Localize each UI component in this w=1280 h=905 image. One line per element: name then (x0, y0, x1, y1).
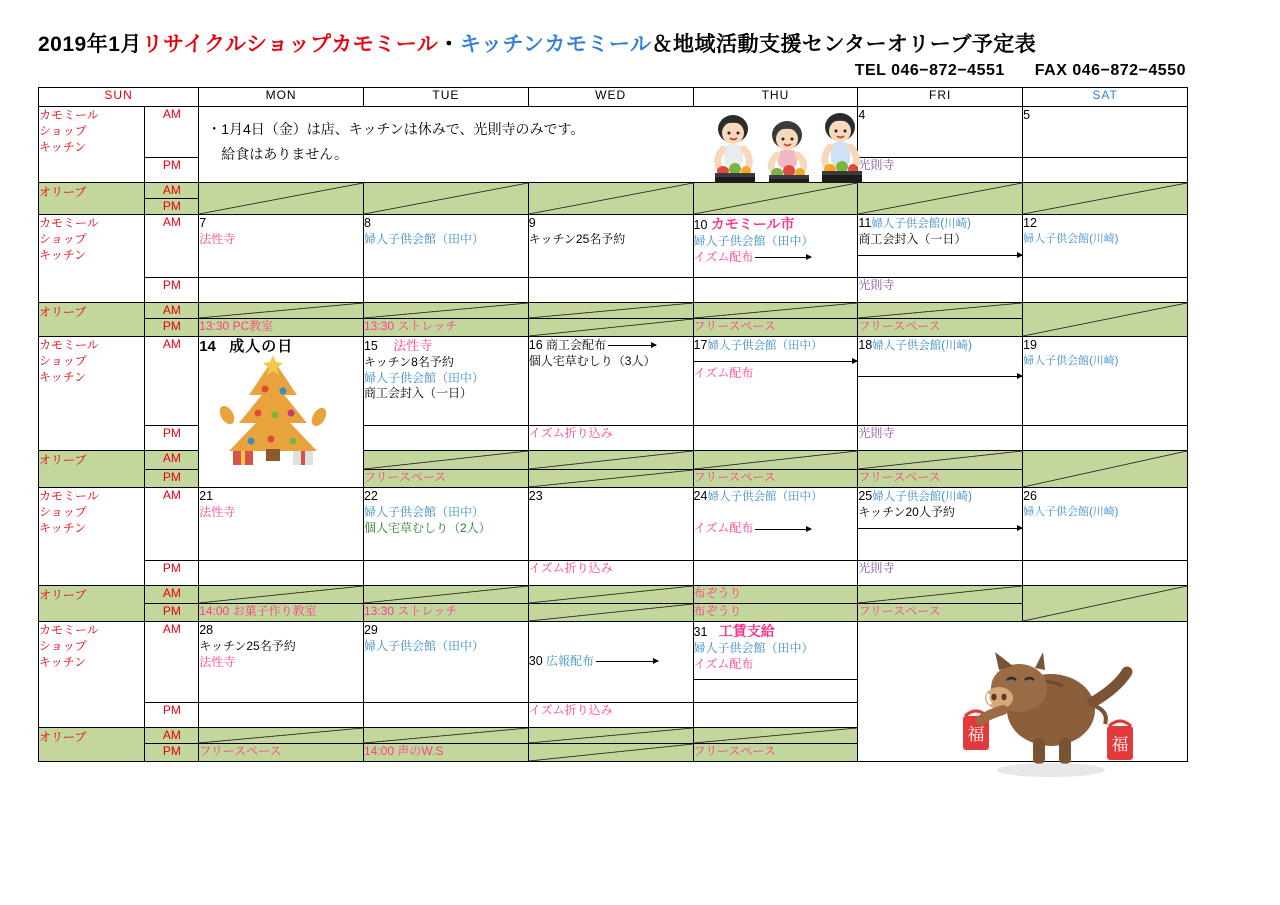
week2-olive-pm-tue (363, 319, 528, 337)
holiday-name: 成人の日 (229, 338, 294, 355)
week1-sat-pm (1023, 158, 1188, 183)
event: イズム配布 (693, 249, 754, 264)
week4-olive-am-row (39, 586, 1188, 604)
event: 婦人子供会館(川崎) (871, 218, 971, 230)
col-header-sat: SAT (1023, 88, 1188, 107)
week1-olive-sat (1023, 183, 1188, 215)
telephone-number: TEL 046−872−4551 (854, 62, 1005, 79)
event-title: 工賃支給 (718, 623, 775, 639)
day-number: 31 (693, 625, 708, 639)
week5-olive-pm-tue (363, 744, 528, 762)
week4-olive-am-thu (693, 586, 858, 604)
week3-wed-am (528, 337, 693, 426)
day-number: 7 (199, 216, 207, 230)
week2-olive-sat (1023, 303, 1188, 337)
day-number: 14 (199, 338, 216, 355)
title-olive: オリーブ (886, 33, 972, 56)
week2-olive-am-row (39, 303, 1188, 319)
day-number: 17 (693, 338, 708, 352)
week4-kamomiru-am-row (39, 488, 1188, 561)
week5-thu-am (693, 622, 858, 703)
week3-fri-pm (858, 426, 1023, 451)
row-label-olive-w3: オリーブ (39, 451, 145, 488)
week5-mon-am (199, 622, 364, 703)
week5-tue-am (363, 622, 528, 703)
week3-sat-pm (1023, 426, 1188, 451)
title-schedule: 予定表 (971, 33, 1037, 56)
label-line3: キッチン (39, 370, 87, 385)
row-label-kamomiru-w5 (39, 622, 145, 728)
week4-olive-am-mon (199, 586, 364, 604)
week1-sat-am (1023, 107, 1188, 158)
col-header-fri: FRI (858, 88, 1023, 107)
week3-kamomiru-am-row (39, 337, 1188, 426)
col-header-wed: WED (528, 88, 693, 107)
week4-mon-pm (199, 561, 364, 586)
week4-olive-am-wed (528, 586, 693, 604)
week1-olive-wed (528, 183, 693, 215)
event: 婦人子供会館（田中） (693, 640, 814, 655)
event: 商工会封入（一日） (363, 386, 472, 401)
ampm-am-olive-w1: AM (145, 183, 199, 199)
week4-olive-pm-wed (528, 604, 693, 622)
day-number: 9 (528, 216, 536, 230)
week3-mon-cell (199, 337, 364, 488)
event: 婦人子供会館(川崎) (872, 340, 972, 352)
day-number: 24 (693, 489, 708, 503)
week2-mon-am (199, 215, 364, 278)
event: 法性寺 (199, 654, 236, 669)
arrow-line-icon (608, 345, 656, 346)
event: 光則寺 (858, 561, 895, 575)
event: フリースペース (858, 604, 941, 618)
day-number: 10 (693, 218, 708, 232)
day-number: 29 (363, 623, 378, 637)
week4-olive-pm-row (39, 604, 1188, 622)
day-number: 4 (858, 108, 866, 122)
week2-thu-pm (693, 278, 858, 303)
week4-wed-pm (528, 561, 693, 586)
row-label-kamomiru-w3 (39, 337, 145, 451)
page-title (38, 28, 1036, 58)
event: 婦人子供会館(川崎) (1023, 232, 1119, 245)
week4-sat-pm (1023, 561, 1188, 586)
label-line3: キッチン (39, 140, 87, 155)
event: キッチン25名予約 (199, 638, 296, 653)
event: 商工会配布 (546, 338, 607, 352)
event: 婦人子供会館（田中） (363, 638, 484, 653)
event: 布ぞうり (693, 586, 742, 600)
week2-tue-pm (363, 278, 528, 303)
event-title: カモミール市 (710, 216, 795, 232)
week4-olive-am-fri (858, 586, 1023, 604)
arrow-right-icon (596, 661, 658, 662)
row-label-olive-w5: オリーブ (39, 728, 145, 762)
week3-thu-am (693, 337, 858, 426)
week3-olive-pm-thu (693, 470, 858, 488)
event: キッチン20人予約 (858, 505, 955, 520)
week4-kamomiru-pm-row (39, 561, 1188, 586)
day-number: 23 (528, 489, 543, 503)
event: 婦人子供会館（田中） (363, 504, 484, 519)
arrow-right-icon (755, 529, 811, 530)
event: 婦人子供会館(川崎) (1023, 505, 1119, 518)
week2-olive-am-mon (199, 303, 364, 319)
ampm-am-olive-w3: AM (145, 451, 199, 470)
week3-olive-pm-wed (528, 470, 693, 488)
day-number: 16 (528, 338, 543, 352)
table-header-row (39, 88, 1188, 107)
ampm-pm-olive-w5: PM (145, 744, 199, 762)
week4-olive-sat (1023, 586, 1188, 622)
ampm-am-w2: AM (145, 215, 199, 278)
week4-tue-pm (363, 561, 528, 586)
week4-olive-am-tue (363, 586, 528, 604)
week3-olive-am-fri (858, 451, 1023, 470)
day-number: 18 (858, 338, 873, 352)
week3-fri-am (858, 337, 1023, 426)
row-label-kamomiru-w1 (39, 107, 145, 183)
event: フリースペース (199, 744, 282, 758)
week3-wed-pm (528, 426, 693, 451)
event: 婦人子供会館（田中） (707, 340, 823, 352)
week3-olive-pm-tue (363, 470, 528, 488)
week2-sat-pm (1023, 278, 1188, 303)
ampm-pm-w2: PM (145, 278, 199, 303)
label-line3: キッチン (39, 655, 87, 670)
week5-kamomiru-am-row (39, 622, 1188, 703)
week5-mon-pm (199, 703, 364, 728)
week3-olive-am-thu (693, 451, 858, 470)
arrow-right-icon (858, 528, 1022, 529)
event: 婦人子供会館（田中） (693, 233, 814, 248)
event: 法性寺 (393, 338, 433, 353)
week2-olive-pm-fri (858, 319, 1023, 337)
ampm-am-olive-w2: AM (145, 303, 199, 319)
day-number: 30 (528, 654, 543, 668)
note-line-1: ・1月4日（金）は店、キッチンは休みで、光則寺のみです。 (207, 121, 585, 137)
col-header-sun: SUN (39, 88, 199, 107)
week4-olive-pm-mon (199, 604, 364, 622)
week4-thu-pm (693, 561, 858, 586)
week4-mon-am (199, 488, 364, 561)
title-date: 2019年1月 (38, 33, 142, 56)
event: フリースペース (693, 470, 776, 484)
ampm-am-w3: AM (145, 337, 199, 426)
week2-fri-pm (858, 278, 1023, 303)
week2-olive-pm-wed (528, 319, 693, 337)
ampm-am-olive-w4: AM (145, 586, 199, 604)
event: 13:30 PC教室 (199, 319, 274, 333)
week5-thu-pm (693, 703, 858, 728)
label-line1: カモミール (39, 489, 99, 503)
week4-olive-pm-fri (858, 604, 1023, 622)
event: 婦人子供会館(川崎) (872, 491, 972, 503)
week2-kamomiru-pm-row (39, 278, 1188, 303)
week2-olive-am-tue (363, 303, 528, 319)
day-number: 28 (199, 623, 214, 637)
row-label-kamomiru-w4 (39, 488, 145, 586)
christmas-tree-illustration (213, 355, 333, 470)
col-header-thu: THU (693, 88, 858, 107)
ampm-pm-w1: PM (145, 158, 199, 183)
event: イズム折り込み (528, 703, 613, 717)
event: イズム折り込み (528, 426, 613, 440)
row-label-kamomiru-w2 (39, 215, 145, 303)
event: フリースペース (693, 744, 776, 758)
week4-olive-pm-thu (693, 604, 858, 622)
ampm-pm-w3: PM (145, 426, 199, 451)
note-line-2: 給食はありません。 (221, 145, 349, 162)
event: 個人宅草むしり（3人） (528, 353, 656, 368)
label-line1: カモミール (39, 216, 99, 230)
day-number: 21 (199, 489, 214, 503)
ampm-am-w5: AM (145, 622, 199, 703)
week2-olive-am-wed (528, 303, 693, 319)
week1-notes-cell (199, 107, 858, 183)
label-line2: ショップ (39, 124, 87, 139)
row-label-olive-w2: オリーブ (39, 303, 145, 337)
event: 婦人子供会館(川崎) (1023, 354, 1119, 367)
col-header-mon: MON (199, 88, 364, 107)
week2-thu-am (693, 215, 858, 278)
label-line2: ショップ (39, 505, 87, 520)
week2-olive-pm-row (39, 319, 1188, 337)
arrow-line-icon (694, 679, 858, 680)
event: イズム配布 (693, 366, 754, 381)
week4-fri-pm (858, 561, 1023, 586)
week5-wed-pm (528, 703, 693, 728)
event: イズム配布 (693, 656, 754, 671)
row-label-olive-w4: オリーブ (39, 586, 145, 622)
week5-olive-am-tue (363, 728, 528, 744)
event: 個人宅草むしり（2人） (363, 520, 491, 535)
ampm-am-w4: AM (145, 488, 199, 561)
week5-olive-pm-wed (528, 744, 693, 762)
day-number: 5 (1023, 108, 1031, 122)
week4-fri-am (858, 488, 1023, 561)
event: フリースペース (693, 319, 776, 333)
week5-olive-pm-mon (199, 744, 364, 762)
event: 布ぞうり (693, 604, 742, 618)
week3-thu-pm (693, 426, 858, 451)
contact-info (855, 62, 1186, 80)
ampm-pm-olive-w4: PM (145, 604, 199, 622)
week1-olive-mon (199, 183, 364, 215)
event: 商工会封入（一日） (858, 232, 967, 247)
event: 法性寺 (199, 504, 236, 519)
wild-boar-illustration (947, 640, 1147, 780)
week2-olive-pm-thu (693, 319, 858, 337)
col-header-tue: TUE (363, 88, 528, 107)
event: 光則寺 (858, 278, 895, 292)
week5-olive-am-wed (528, 728, 693, 744)
svg-text:福: 福 (1111, 735, 1129, 755)
week4-olive-pm-tue (363, 604, 528, 622)
week5-olive-pm-thu (693, 744, 858, 762)
svg-text:福: 福 (967, 725, 985, 745)
event: 光則寺 (858, 158, 895, 172)
ampm-pm-w5: PM (145, 703, 199, 728)
week2-wed-am (528, 215, 693, 278)
week5-tue-pm (363, 703, 528, 728)
week4-thu-am (693, 488, 858, 561)
week4-tue-am (363, 488, 528, 561)
week1-olive-tue (363, 183, 528, 215)
week2-mon-pm (199, 278, 364, 303)
label-line3: キッチン (39, 248, 87, 263)
event: 14:00 お菓子作り教室 (199, 604, 317, 618)
week4-wed-am (528, 488, 693, 561)
week3-olive-sat (1023, 451, 1188, 488)
label-line2: ショップ (39, 639, 87, 654)
week5-olive-am-mon (199, 728, 364, 744)
title-and: ＆地域活動支援センター (651, 33, 887, 56)
week5-olive-am-thu (693, 728, 858, 744)
day-number: 15 (363, 339, 378, 353)
ampm-pm-w4: PM (145, 561, 199, 586)
week1-fri-pm (858, 158, 1023, 183)
event: キッチン25名予約 (528, 231, 626, 246)
event: イズム折り込み (528, 561, 613, 575)
label-line3: キッチン (39, 521, 87, 536)
ampm-am-olive-w5: AM (145, 728, 199, 744)
week1-kamomiru-am-row (39, 107, 1188, 158)
title-separator: ・ (438, 33, 460, 56)
week2-wed-pm (528, 278, 693, 303)
week3-olive-am-wed (528, 451, 693, 470)
week1-olive-fri (858, 183, 1023, 215)
label-line1: カモミール (39, 338, 99, 352)
week3-tue-am (363, 337, 528, 426)
row-label-olive-w1: オリーブ (39, 183, 145, 215)
event: 13:30 ストレッチ (363, 604, 458, 618)
week2-olive-am-thu (693, 303, 858, 319)
day-number: 22 (363, 489, 378, 503)
day-number: 8 (363, 216, 371, 230)
event: 婦人子供会館（田中） (363, 370, 484, 385)
event: フリースペース (363, 470, 447, 484)
week1-fri-am (858, 107, 1023, 158)
week5-wed-am (528, 622, 693, 703)
label-line1: カモミール (39, 108, 99, 122)
day-number: 12 (1023, 216, 1038, 230)
day-number: 25 (858, 489, 873, 503)
event: キッチン8名予約 (363, 354, 454, 369)
week5-illustration-cell (858, 622, 1188, 762)
title-shop1: リサイクルショップカモミール (141, 33, 439, 56)
week3-tue-pm (363, 426, 528, 451)
label-line1: カモミール (39, 623, 99, 637)
event: フリースペース (858, 470, 941, 484)
week3-olive-am-tue (363, 451, 528, 470)
event: 広報配布 (546, 654, 595, 668)
event: フリースペース (858, 319, 941, 333)
day-number: 26 (1023, 489, 1038, 503)
event: 法性寺 (199, 231, 236, 246)
event: 婦人子供会館（田中） (363, 231, 484, 246)
week2-olive-am-fri (858, 303, 1023, 319)
week3-olive-pm-fri (858, 470, 1023, 488)
week2-fri-am (858, 215, 1023, 278)
week2-sat-am (1023, 215, 1188, 278)
event: 婦人子供会館（田中） (707, 491, 823, 503)
arrow-right-icon (694, 361, 858, 362)
week1-olive-am-row (39, 183, 1188, 199)
event: 14:00 声のW.S (363, 744, 444, 758)
ampm-am-w1: AM (145, 107, 199, 158)
day-number: 11 (858, 216, 872, 230)
event: 光則寺 (858, 426, 895, 440)
ampm-pm-olive-w2: PM (145, 319, 199, 337)
week1-olive-thu (693, 183, 858, 215)
fax-number: FAX 046−872−4550 (1034, 62, 1186, 79)
week2-olive-pm-mon (199, 319, 364, 337)
ampm-pm-olive-w3: PM (145, 470, 199, 488)
calendar-table (38, 87, 1188, 762)
week2-tue-am (363, 215, 528, 278)
title-shop2: キッチンカモミール (459, 33, 652, 56)
week4-sat-am (1023, 488, 1188, 561)
arrow-right-icon (755, 257, 811, 258)
day-number: 19 (1023, 338, 1038, 352)
arrow-right-icon (858, 376, 1022, 377)
event: イズム配布 (693, 521, 754, 536)
week3-sat-am (1023, 337, 1188, 426)
event: 13:30 ストレッチ (363, 319, 458, 333)
label-line2: ショップ (39, 232, 87, 247)
label-line2: ショップ (39, 354, 87, 369)
week2-kamomiru-am-row (39, 215, 1188, 278)
ampm-pm-olive-w1: PM (145, 199, 199, 215)
arrow-right-icon (858, 255, 1022, 256)
